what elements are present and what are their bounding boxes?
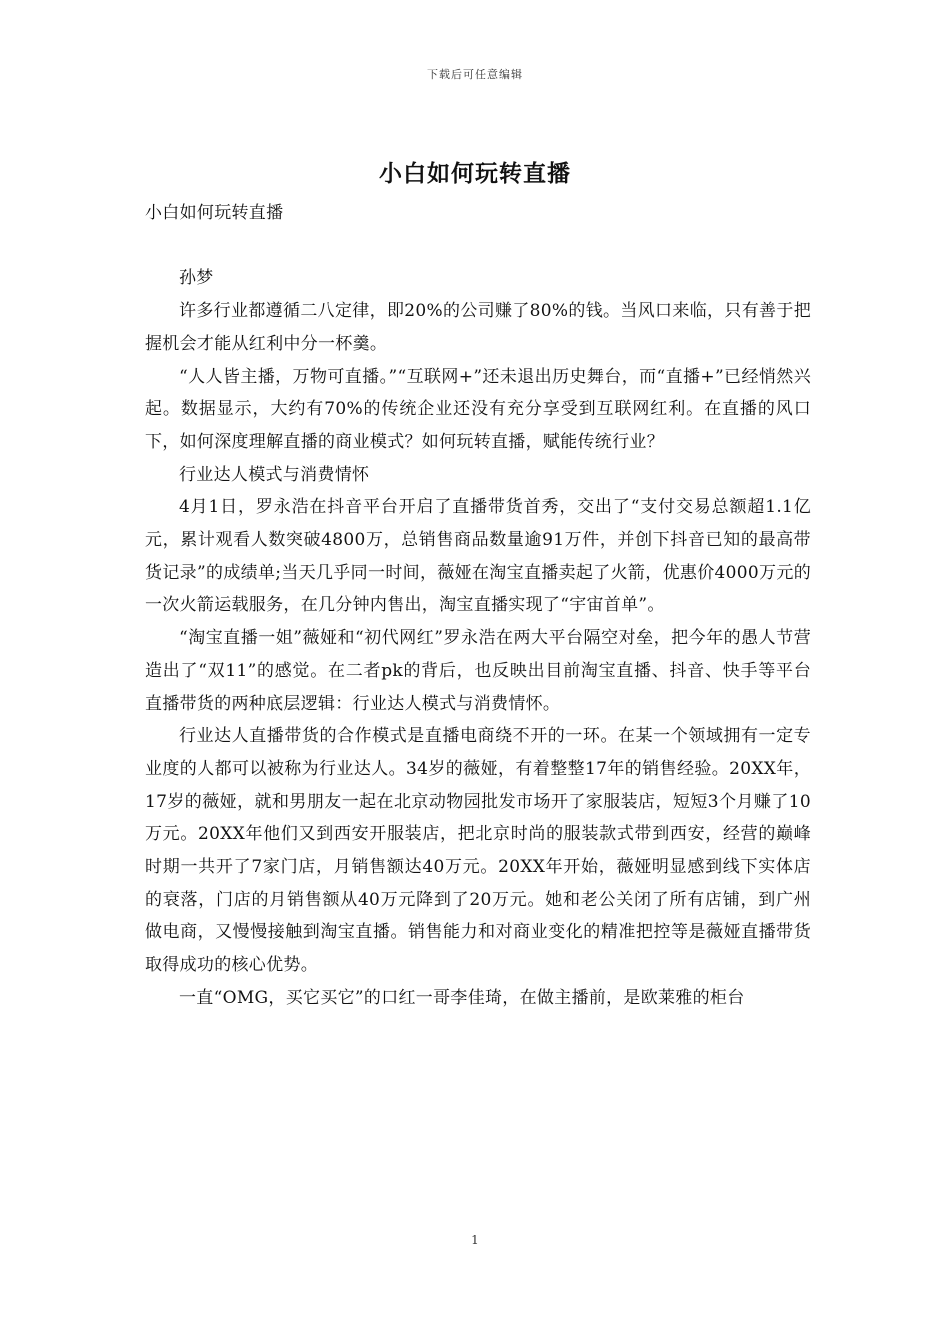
author-line: 孙梦 [179,268,214,289]
paragraph: 许多行业都遵循二八定律，即20%的公司赚了80%的钱。当风口来临，只有善于把握机会才能从红利中分一杯羹。 [145,301,811,354]
document-body [145,197,811,1015]
header-note: 下载后可任意编辑 [427,68,523,81]
page-number: 1 [471,1233,479,1247]
paragraph: 行业达人直播带货的合作模式是直播电商绕不开的一环。在某一个领域拥有一定专业度的人都可以被称为行业达人。34岁的薇娅，有着整整17年的销售经验。20XX年，17岁的薇娅，就和男朋友一起在北京动物园批发市场开了家服装店，短短3个月赚了10万元。20XX年他们又到西安开服装店，把北京时尚的服装款式带到西安，经营的巅峰时期一共开了7家门店，月销售额达40万元。20XX年开始，薇娅明显感到线下实体店的衰落，门店的月销售额从40万元降到了20万元。她和老公关闭了所有店铺，到广州做电商，又慢慢接触到淘宝直播。销售能力和对商业变化的精准把控等是薇娅直播带货取得成功的核心优势。 [145,726,811,976]
document-title: 小白如何玩转直播 [379,160,571,187]
paragraph: “淘宝直播一姐”薇娅和“初代网红”罗永浩在两大平台隔空对垒，把今年的愚人节营造出了“双11”的感觉。在二者pk的背后，也反映出目前淘宝直播、抖音、快手等平台直播带货的两种底层逻辑：行业达人模式与消费情怀。 [145,628,811,714]
paragraph: “人人皆主播，万物可直播。”“互联网+”还未退出历史舞台，而“直播+”已经悄然兴起。数据显示，大约有70%的传统企业还没有充分享受到互联网红利。在直播的风口下，如何深度理解直播的商业模式？如何玩转直播，赋能传统行业？ [145,366,811,452]
paragraph: 4月1日，罗永浩在抖音平台开启了直播带货首秀，交出了“支付交易总额超1.1亿元，累计观看人数突破4800万，总销售商品数量逾91万件，并创下抖音已知的最高带货记录”的成绩单;当天几乎同一时间，薇娅在淘宝直播卖起了火箭，优惠价4000万元的一次火箭运载服务，在几分钟内售出，淘宝直播实现了“宇宙首单”。 [145,497,811,616]
section-heading: 行业达人模式与消费情怀 [179,464,370,485]
paragraph: 一直“OMG，买它买它”的口红一哥李佳琦，在做主播前，是欧莱雅的柜台 [179,987,745,1008]
document-subtitle: 小白如何玩转直播 [145,203,284,223]
